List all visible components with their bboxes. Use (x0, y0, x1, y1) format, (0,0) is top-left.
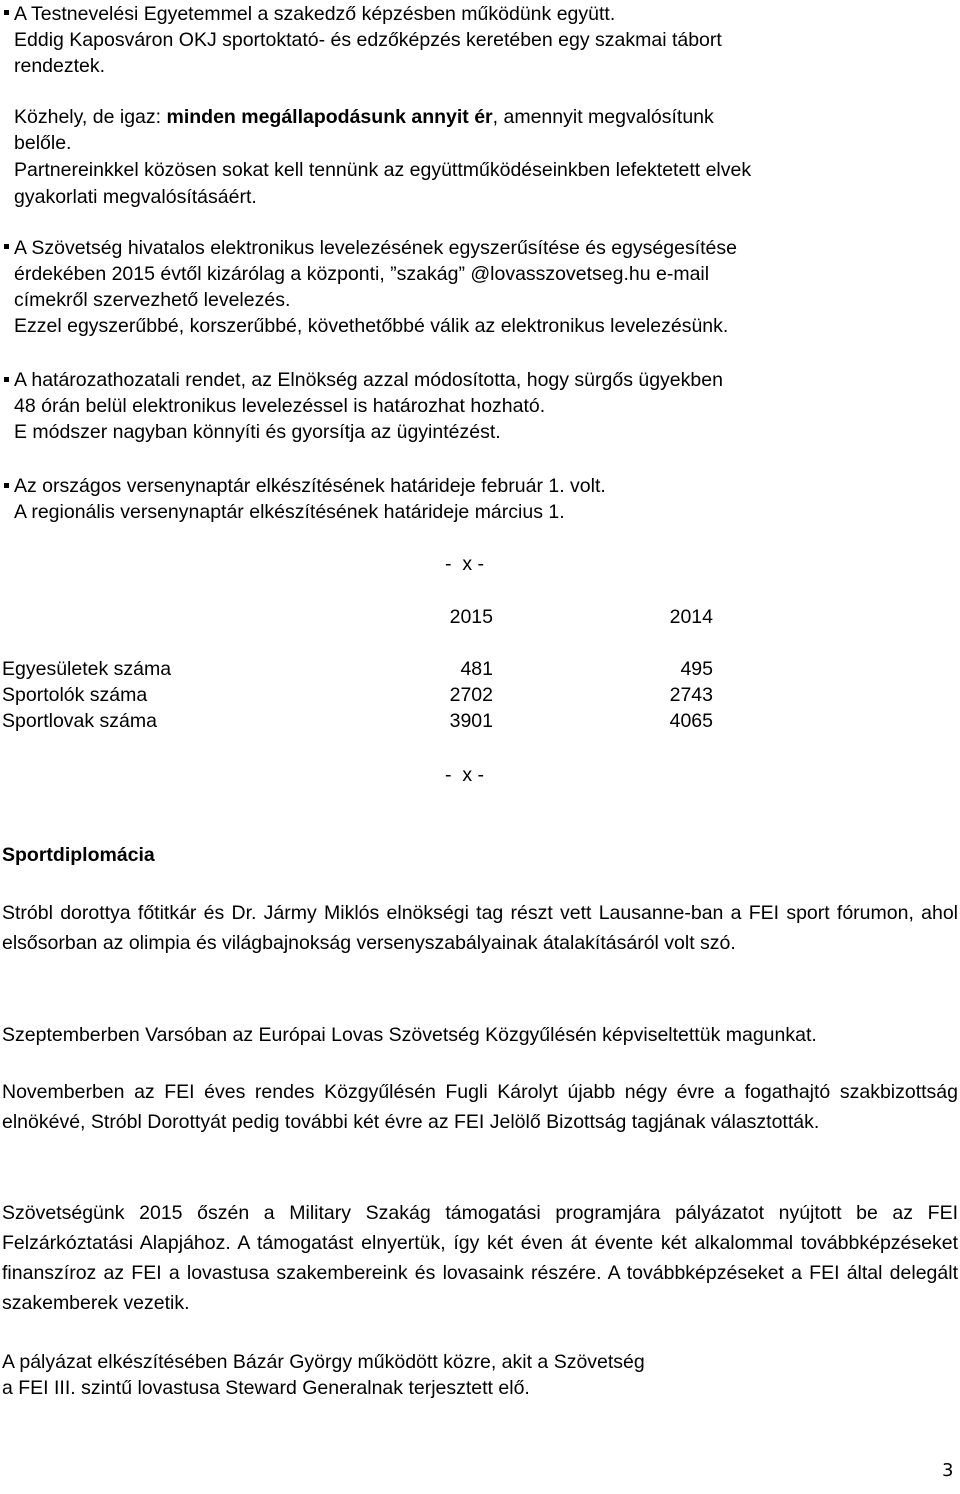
bullet4-line2: A regionális versenynaptár elkészítésének határideje március 1. (14, 501, 565, 523)
stats-row-value-2015: 3901 (449, 710, 493, 732)
stats-row-value-2014: 495 (680, 658, 713, 680)
bullet-marker (4, 483, 9, 488)
bullet1-line2: Eddig Kaposváron OKJ sportoktató- és edzőképzés keretében egy szakmai tábort (14, 29, 722, 51)
bullet-marker (4, 10, 9, 15)
bullet2-line4: Ezzel egyszerűbbé, korszerűbbé, követhetőbbé válik az elektronikus levelezésünk. (14, 315, 729, 337)
stats-row-value-2014: 2743 (669, 684, 713, 706)
bullet1-line1: A Testnevelési Egyetemmel a szakedző képzésben működünk együtt. (14, 3, 616, 25)
bullet3-line2: 48 órán belül elektronikus levelezéssel is határozhat hozható. (14, 395, 546, 417)
paragraph-4: Szövetségünk 2015 őszén a Military Szakág támogatási programjára pályázatot nyújtott be az FEI Felzárkóztatási Alapjához. A támogatást elnyertük, így két éven át évente két alkalommal továbbképzéseket finanszíroz az FEI a lovastusa szakembereink és lovasaink részére. A továbbképzéseket a FEI által delegált szakemberek vezetik. (2, 1202, 958, 1314)
bullet-marker (4, 377, 9, 382)
stats-row-label: Egyesületek száma (2, 658, 172, 680)
section-heading: Sportdiplomácia (2, 844, 155, 866)
kozhely-suffix: , amennyit megvalósítunk (492, 106, 714, 128)
bullet-marker (4, 244, 9, 249)
separator: - x - (445, 553, 484, 575)
kozhely-line3: Partnereinkkel közösen sokat kell tennünk az együttműködéseinkben lefektetett elvek (14, 159, 752, 181)
bullet4-line1: Az országos versenynaptár elkészítésének határideje február 1. volt. (14, 475, 606, 497)
year-2014-header: 2014 (669, 606, 713, 628)
paragraph-1: Stróbl dorottya főtitkár és Dr. Jármy Miklós elnökségi tag részt vett Lausanne-ban a FEI sport fórumon, ahol elsősorban az olimpia és világbajnokság versenyszabályainak átalakításáról volt szó. (2, 902, 958, 954)
kozhely-prefix: Közhely, de igaz: (14, 106, 167, 128)
paragraph-3: Novemberben az FEI éves rendes Közgyűlésén Fugli Károlyt újabb négy évre a fogathajtó szakbizottság elnökévé, Stróbl Dorottyát pedig további két évre az FEI Jelölő Bizottság tagjának választották. (2, 1081, 958, 1133)
bullet3-line1: A határozathozatali rendet, az Elnökség azzal módosította, hogy sürgős ügyekben (14, 369, 723, 391)
stats-row-value-2015: 2702 (449, 684, 493, 706)
stats-row-value-2014: 4065 (669, 710, 713, 732)
bullet2-line3: címekről szervezhető levelezés. (14, 289, 291, 311)
kozhely-bold: minden megállapodásunk annyit ér (166, 106, 493, 128)
bullet2-line2: érdekében 2015 évtől kizárólag a központi, ”szakág” @lovasszovetseg.hu e-mail (14, 263, 710, 285)
paragraph-5-line1: A pályázat elkészítésében Bázár György működött közre, akit a Szövetség (2, 1351, 645, 1373)
kozhely-line2: belőle. (14, 132, 72, 154)
bullet3-line3: E módszer nagyban könnyíti és gyorsítja az ügyintézést. (14, 421, 501, 443)
page-number: 3 (942, 1460, 954, 1481)
kozhely-line1 (14, 104, 714, 130)
bullet1-line3: rendeztek. (14, 55, 106, 77)
stats-row-value-2015: 481 (460, 658, 493, 680)
year-2015-header: 2015 (449, 606, 493, 628)
paragraph-2: Szeptemberben Varsóban az Európai Lovas Szövetség Közgyűlésén képviseltettük magunkat. (2, 1024, 817, 1046)
kozhely-line4: gyakorlati megvalósításáért. (14, 186, 257, 208)
paragraph-5-line2: a FEI III. szintű lovastusa Steward Generalnak terjesztett elő. (2, 1377, 530, 1399)
stats-row-label: Sportolók száma (2, 684, 148, 706)
stats-row-label: Sportlovak száma (2, 710, 157, 732)
bullet2-line1: A Szövetség hivatalos elektronikus levelezésének egyszerűsítése és egységesítése (14, 237, 737, 259)
separator: - x - (445, 764, 484, 786)
